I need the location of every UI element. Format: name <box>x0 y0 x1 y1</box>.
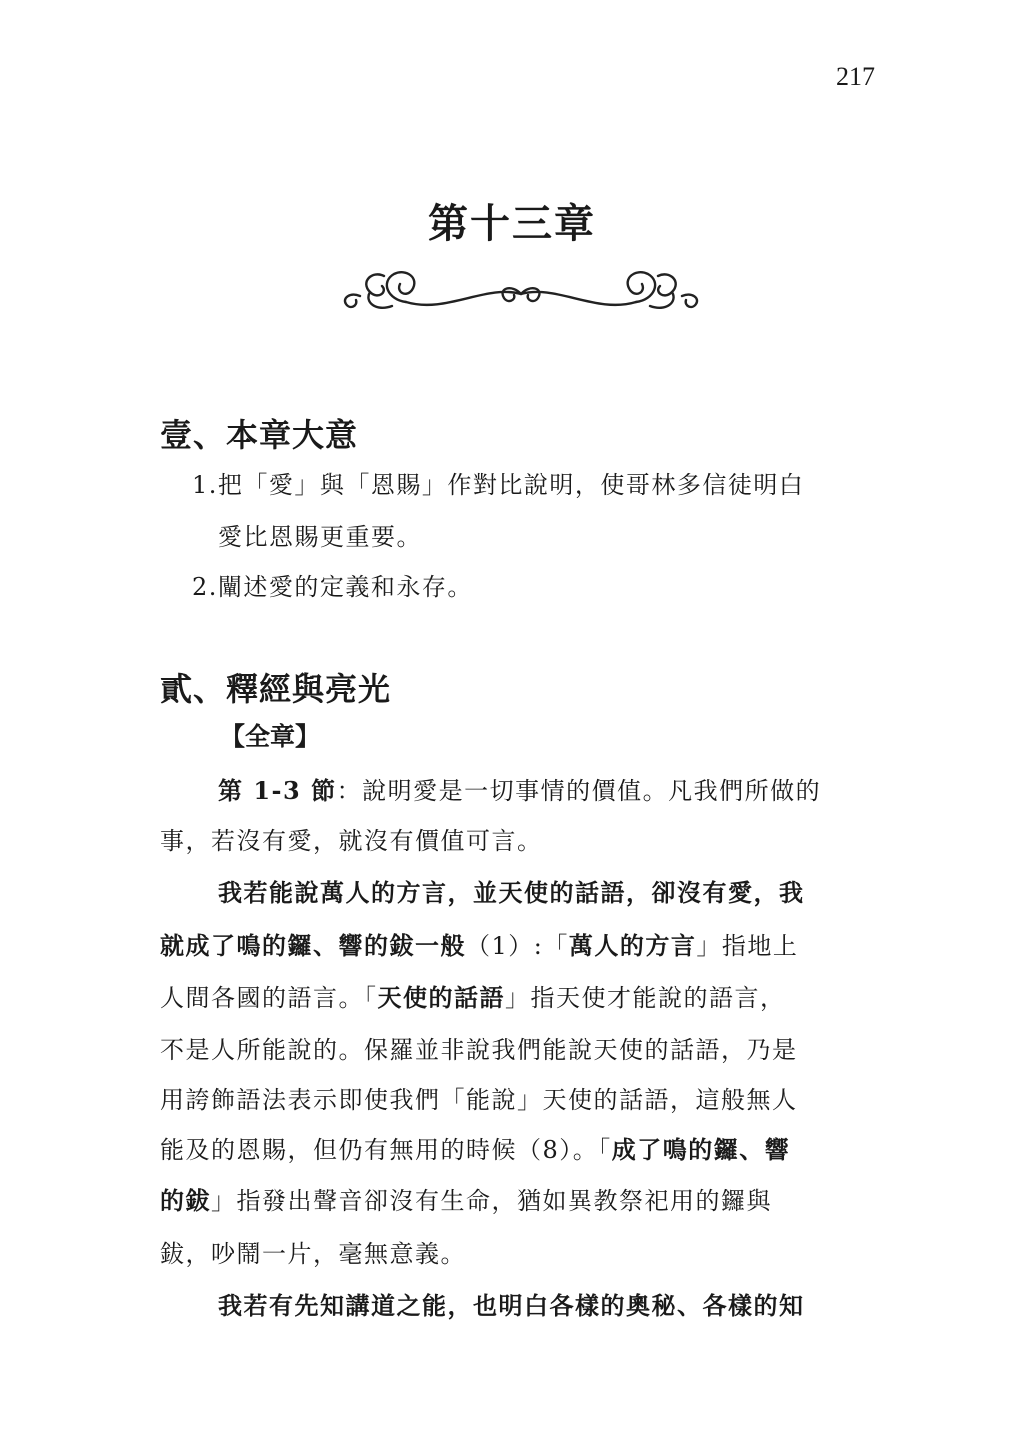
paragraph-2-line-4: 不是人所能說的。保羅並非說我們能說天使的話語，乃是 <box>160 1036 798 1064</box>
sub-heading-whole-chapter: 【全章】 <box>220 722 321 751</box>
paragraph-2-line-6 <box>160 1130 790 1165</box>
explanation-text: 」指天使才能說的語言， <box>505 984 786 1012</box>
paragraph-2-line-8: 鈸，吵鬧一片，毫無意義。 <box>160 1240 466 1268</box>
section-heading-exegesis: 貳、釋經與亮光 <box>160 670 392 708</box>
explanation-text: 」指地上 <box>696 932 799 960</box>
flourish-ornament-icon <box>336 262 706 324</box>
overview-item-1-line-1: 1.把「愛」與「恩賜」作對比說明，使哥林多信徒明白 <box>192 471 805 499</box>
explanation-text: 」指發出聲音卻沒有生命，猶如異教祭祀用的鑼與 <box>211 1187 772 1215</box>
paragraph-2-line-5: 用誇飾語法表示即使我們「能說」天使的話語，這般無人 <box>160 1086 798 1114</box>
paragraph-2-line-7 <box>160 1181 772 1216</box>
overview-item-1-line-2: 愛比恩賜更重要。 <box>218 523 422 551</box>
paragraph-2-line-2 <box>160 926 798 961</box>
overview-item-2: 2.闡述愛的定義和永存。 <box>192 573 473 601</box>
term-text: 的鈸 <box>160 1186 211 1215</box>
paragraph-3-line-1: 我若有先知講道之能，也明白各樣的奧秘、各樣的知 <box>218 1291 805 1320</box>
chapter-title: 第十三章 <box>428 200 596 247</box>
paragraph-2-line-1: 我若能說萬人的方言，並天使的話語，卻沒有愛，我 <box>218 878 805 907</box>
term-text: 萬人的方言 <box>568 931 697 960</box>
term-text: 成了鳴的鑼、響 <box>611 1135 791 1164</box>
explanation-text: 人間各國的語言。「 <box>160 984 378 1012</box>
paragraph-2-line-3 <box>160 978 786 1013</box>
section-heading-overview: 壹、本章大意 <box>160 416 359 454</box>
quote-text: 就成了鳴的鑼、響的鈸一般 <box>160 931 466 960</box>
paragraph-1-line-2: 事，若沒有愛，就沒有價值可言。 <box>160 827 543 855</box>
term-text: 天使的話語 <box>377 983 505 1012</box>
page-number: 217 <box>836 62 875 91</box>
explanation-text: 能及的恩賜，但仍有無用的時候（8）。「 <box>160 1136 612 1164</box>
verse-reference: 第 1-3 節 <box>218 776 337 805</box>
verse-ref-text: （1）:「 <box>466 932 569 960</box>
paragraph-1-line-1 <box>218 771 821 806</box>
paragraph-1-line-1-text: ：說明愛是一切事情的價值。凡我們所做的 <box>336 777 822 805</box>
